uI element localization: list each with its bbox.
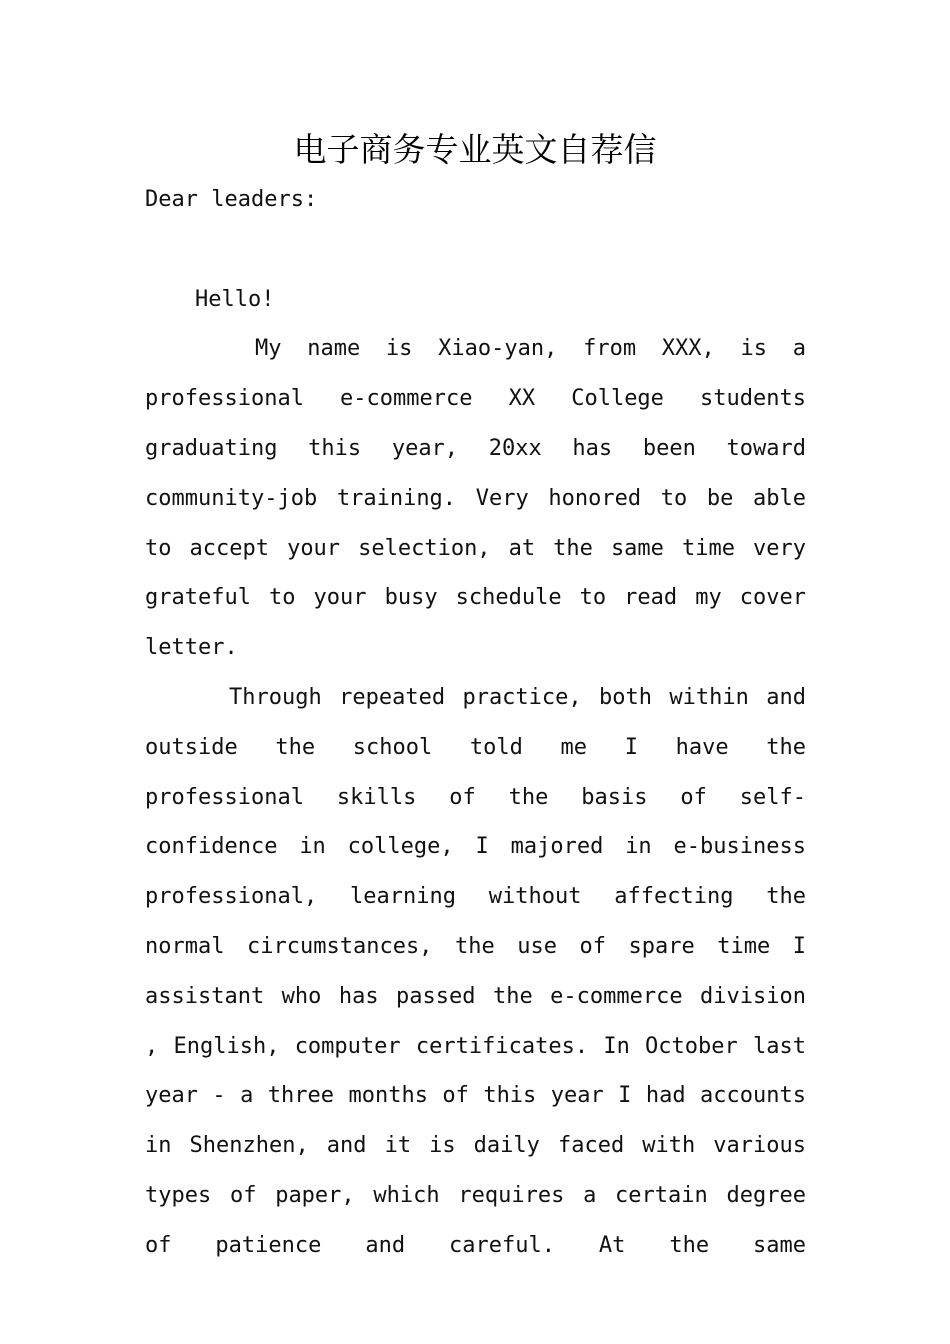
greeting: Hello! — [195, 286, 275, 312]
blank-line — [145, 225, 806, 275]
document-title: 电子商务专业英文自荐信 — [293, 130, 657, 169]
salutation: Dear leaders: — [145, 187, 318, 212]
letter-body — [145, 175, 806, 1271]
paragraph-experience: Through repeated practice, both within and outside the school told me I have the professional skills of the basis of self-confidence in college, I majored in e-business professional, learning without affecting the normal circumstances, the use of spare time I assistant who has passed the e-commerce division , English, computer certificates. In October last year - a three months of this year I had accounts in Shenzhen, and it is daily faced with various types of paper, which requires a certain degree of patience and careful. At the same — [145, 684, 806, 1258]
paragraph-introduction: My name is Xiao-yan, from XXX, is a professional e-commerce XX College students graduating this year, 20xx has been toward community-job training. Very honored to be able to accept your selection, at the same time very grateful to your busy schedule to read my cover letter. — [145, 336, 806, 661]
